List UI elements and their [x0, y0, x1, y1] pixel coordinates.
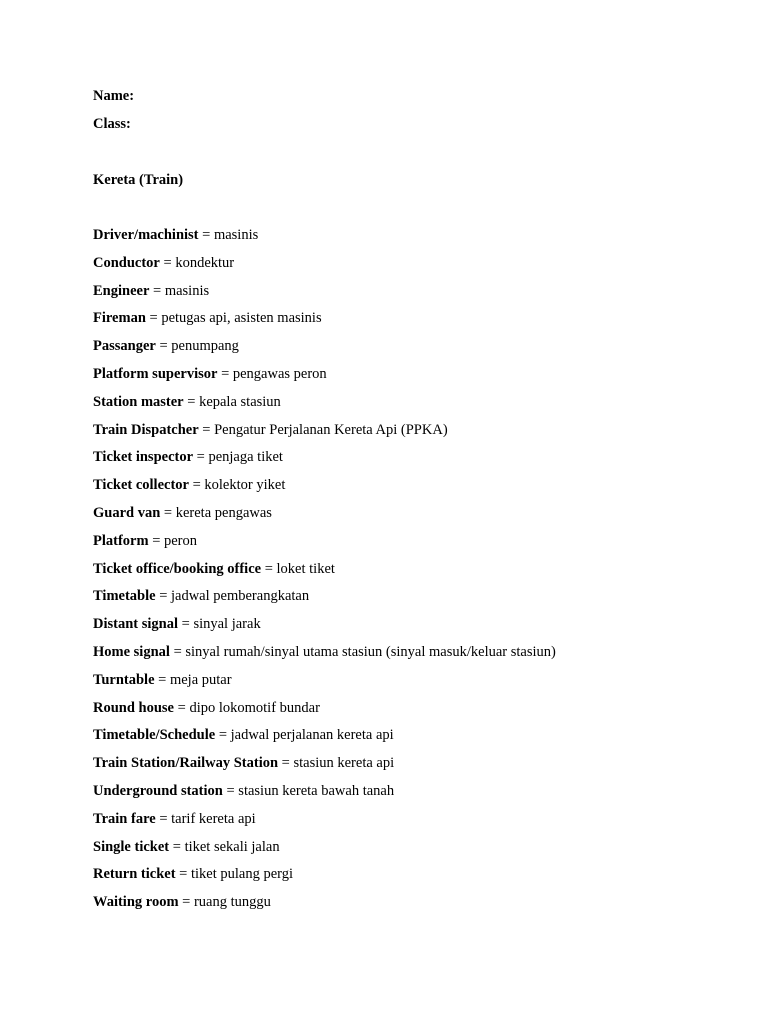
document-title: Kereta (Train) [93, 172, 184, 188]
vocabulary-item [93, 503, 733, 531]
equals-separator: = [154, 671, 170, 688]
vocabulary-meaning: tiket pulang pergi [190, 866, 294, 883]
equals-separator: = [155, 588, 171, 605]
vocabulary-term: Passanger [93, 338, 156, 355]
vocabulary-item [93, 364, 733, 392]
document-page [93, 86, 733, 920]
vocabulary-item [93, 614, 733, 642]
vocabulary-item [93, 892, 733, 920]
vocabulary-meaning: kepala stasiun [199, 393, 281, 410]
equals-separator: = [178, 616, 194, 633]
vocabulary-term: Engineer [93, 282, 150, 299]
equals-separator: = [159, 254, 176, 271]
vocabulary-term: Guard van [93, 504, 161, 521]
vocabulary-item [93, 586, 733, 614]
vocabulary-meaning: kolektor yiket [204, 477, 286, 494]
vocabulary-term: Waiting room [93, 894, 179, 911]
equals-separator: = [198, 227, 214, 243]
vocabulary-meaning: Pengatur Perjalanan Kereta Api (PPKA) [214, 421, 448, 438]
vocabulary-meaning: sinyal rumah/sinyal utama stasiun (sinyal masuk/keluar stasiun) [185, 643, 556, 660]
equals-separator: = [169, 838, 185, 855]
equals-separator: = [193, 449, 209, 466]
vocabulary-meaning: stasiun kereta bawah tanah [238, 782, 395, 799]
vocabulary-meaning: pengawas peron [232, 365, 327, 382]
vocabulary-term: Conductor [93, 254, 160, 271]
vocabulary-meaning: kondektur [175, 254, 235, 271]
vocabulary-term: Timetable [93, 588, 156, 605]
vocabulary-term: Train Dispatcher [93, 421, 199, 438]
vocabulary-meaning: penjaga tiket [208, 449, 283, 466]
vocabulary-term: Train Station/Railway Station [93, 755, 279, 772]
name-label: Name: [93, 88, 135, 104]
vocabulary-item [93, 670, 733, 698]
vocabulary-meaning: sinyal jarak [193, 616, 261, 633]
vocabulary-meaning: meja putar [169, 671, 232, 688]
vocabulary-meaning: kereta pengawas [175, 504, 272, 521]
vocabulary-term: Ticket inspector [93, 449, 194, 466]
equals-separator: = [178, 894, 194, 911]
vocabulary-item [93, 698, 733, 726]
equals-separator: = [278, 755, 294, 772]
vocabulary-term: Fireman [93, 310, 146, 327]
vocabulary-item [93, 420, 733, 448]
equals-separator: = [215, 727, 231, 744]
equals-separator: = [155, 810, 172, 827]
vocabulary-item [93, 336, 733, 364]
vocabulary-item [93, 725, 733, 753]
vocabulary-meaning: petugas api, asisten masinis [161, 310, 322, 327]
vocabulary-term: Distant signal [93, 616, 179, 633]
vocabulary-meaning: stasiun kereta api [293, 755, 395, 772]
vocabulary-meaning: jadwal pemberangkatan [171, 588, 310, 605]
vocabulary-item [93, 642, 733, 670]
vocabulary-item [93, 253, 733, 281]
vocabulary-item [93, 753, 733, 781]
equals-separator: = [198, 421, 215, 438]
equals-separator: = [149, 282, 165, 299]
vocabulary-item [93, 392, 733, 420]
vocabulary-item [93, 225, 733, 253]
equals-separator: = [188, 477, 205, 494]
vocabulary-term: Return ticket [93, 866, 176, 883]
equals-separator: = [169, 643, 186, 660]
vocabulary-term: Platform [93, 532, 149, 549]
vocabulary-term: Single ticket [93, 838, 170, 855]
equals-separator: = [183, 393, 200, 410]
equals-separator: = [148, 532, 164, 549]
vocabulary-meaning: loket tiket [276, 560, 335, 577]
vocabulary-meaning: tarif kereta api [171, 810, 256, 827]
vocabulary-term: Driver/machinist [93, 227, 199, 243]
equals-separator: = [217, 365, 233, 382]
vocabulary-item [93, 475, 733, 503]
vocabulary-item [93, 308, 733, 336]
equals-separator: = [222, 782, 239, 799]
vocabulary-term: Timetable/Schedule [93, 727, 216, 744]
vocabulary-item [93, 864, 733, 892]
vocabulary-item [93, 531, 733, 559]
equals-separator: = [174, 699, 190, 716]
vocabulary-item [93, 837, 733, 865]
vocabulary-meaning: ruang tunggu [193, 894, 271, 911]
vocabulary-item [93, 447, 733, 475]
vocabulary-term: Station master [93, 393, 184, 410]
equals-separator: = [175, 866, 191, 883]
vocabulary-meaning: penumpang [171, 338, 239, 355]
vocabulary-meaning: tiket sekali jalan [184, 838, 280, 855]
vocabulary-term: Round house [93, 699, 174, 716]
equals-separator: = [145, 310, 162, 327]
vocabulary-term: Ticket office/booking office [93, 560, 262, 577]
equals-separator: = [160, 504, 176, 521]
vocabulary-term: Ticket collector [93, 477, 189, 494]
vocabulary-term: Platform supervisor [93, 365, 218, 382]
vocabulary-meaning: dipo lokomotif bundar [189, 699, 320, 716]
vocabulary-item [93, 281, 733, 309]
vocabulary-term: Underground station [93, 782, 223, 799]
vocabulary-term: Train fare [93, 810, 156, 827]
vocabulary-list [93, 225, 733, 920]
vocabulary-term: Home signal [93, 643, 170, 660]
vocabulary-term: Turntable [93, 671, 155, 688]
equals-separator: = [155, 338, 172, 355]
vocabulary-meaning: peron [164, 532, 198, 549]
vocabulary-item [93, 781, 733, 809]
vocabulary-meaning: masinis [164, 282, 210, 299]
class-label: Class: [93, 116, 131, 132]
vocabulary-item [93, 809, 733, 837]
vocabulary-meaning: masinis [213, 227, 259, 243]
vocabulary-meaning: jadwal perjalanan kereta api [230, 727, 394, 744]
equals-separator: = [261, 560, 277, 577]
vocabulary-item [93, 559, 733, 587]
